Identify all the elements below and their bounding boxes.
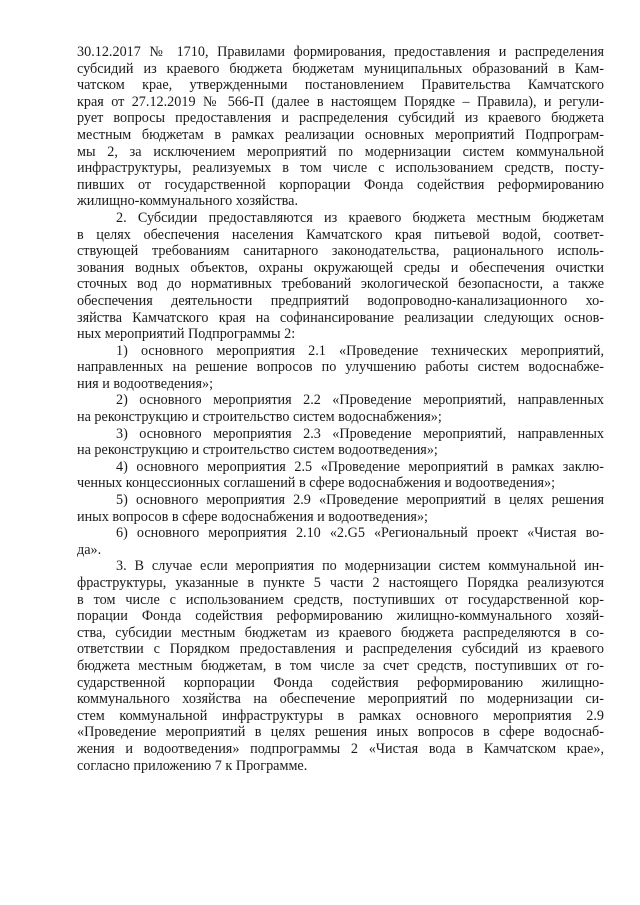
- text-line: ченных концессионных соглашений в сфере водоснабжения и водоотведения»;: [77, 475, 556, 492]
- text-line: в целях обеспечения населения Камчатского края питьевой водой, соответ-: [77, 226, 604, 243]
- text-line: в том числе с использованием средств, поступивших от государственной кор-: [77, 591, 604, 608]
- text-line: «Проведение мероприятий в целях решения иных вопросов в сфере водоснаб-: [77, 724, 604, 741]
- paragraph-section-3: [77, 558, 604, 774]
- list-item-5: [77, 492, 604, 525]
- text-line: зяйства Камчатского края на софинансирование реализации следующих основ-: [77, 309, 604, 326]
- text-line: жилищно-коммунального хозяйства.: [77, 193, 299, 210]
- text-line: рует вопросы предоставления и распределения субсидий из краевого бюджета: [77, 110, 604, 127]
- text-line: ствующей требованиям санитарного законодательства, рационального исполь-: [77, 243, 604, 260]
- paragraph-continuation: [77, 44, 604, 210]
- text-line: 1) основного мероприятия 2.1 «Проведение технических мероприятий,: [116, 342, 604, 359]
- text-line: 30.12.2017 № 1710, Правилами формирования, предоставления и распределения: [77, 44, 604, 60]
- text-line: 2. Субсидии предоставляются из краевого бюджета местным бюджетам: [116, 209, 604, 226]
- list-item-2: [77, 392, 604, 425]
- text-line: бюджета местным бюджетам, в том числе за счет средств, поступивших от го-: [77, 657, 604, 674]
- text-line: на реконструкцию и строительство систем водоотведения»;: [77, 442, 438, 459]
- text-line: ответствии с Порядком предоставления и распределения субсидий из краевого: [77, 641, 604, 658]
- text-line: сточных вод до нормативных требований экологической безопасности, а также: [77, 276, 604, 293]
- text-line: 6) основного мероприятия 2.10 «2.G5 «Региональный проект «Чистая во-: [116, 525, 604, 542]
- text-line: чатском крае, утвержденными постановлением Правительства Камчатского: [77, 77, 604, 94]
- text-line: края от 27.12.2019 № 566-П (далее в настоящем Порядке – Правила), и регули-: [77, 93, 604, 110]
- text-line: стем коммунальной инфраструктуры в рамках основного мероприятия 2.9: [77, 707, 604, 724]
- text-line: иных вопросов в сфере водоснабжения и водоотведения»;: [77, 508, 428, 525]
- text-line: зования водных объектов, охраны окружающей среды и обеспечения очистки: [77, 259, 604, 276]
- list-item-4: [77, 459, 604, 492]
- text-line: 2) основного мероприятия 2.2 «Проведение мероприятий, направленных: [116, 392, 604, 409]
- text-line: ства, субсидии местным бюджетам из краевого бюджета распределяются в со-: [77, 624, 604, 641]
- text-line: пивших от государственной корпорации Фонда содействия реформированию: [77, 176, 604, 193]
- list-item-3: [77, 426, 604, 459]
- text-line: коммунального хозяйства на обеспечение мероприятий по модернизации си-: [77, 691, 604, 708]
- text-line: обеспечения деятельности предприятий водопроводно-канализационного хо-: [77, 292, 604, 309]
- text-line: порации Фонда содействия реформированию жилищно-коммунального хозяй-: [77, 608, 604, 625]
- text-line: направленных на решение вопросов по улучшению работы систем водоснабже-: [77, 359, 604, 376]
- list-item-6: [77, 525, 604, 558]
- text-line: ния и водоотведения»;: [77, 375, 214, 392]
- text-line: 3. В случае если мероприятия по модернизации систем коммунальной ин-: [116, 558, 604, 575]
- text-line: жения и водоотведения» подпрограммы 2 «Чистая вода в Камчатском крае»,: [77, 740, 604, 757]
- text-line: на реконструкцию и строительство систем водоснабжения»;: [77, 409, 442, 426]
- document-page: [77, 44, 604, 774]
- text-line: местным бюджетам в рамках реализации основных мероприятий Подпрограм-: [77, 126, 604, 143]
- text-line: ных мероприятий Подпрограммы 2:: [77, 326, 296, 343]
- text-line: сударственной корпорации Фонда содействия реформированию жилищно-: [77, 674, 604, 691]
- text-line: 3) основного мероприятия 2.3 «Проведение мероприятий, направленных: [116, 425, 604, 442]
- text-line: да».: [77, 541, 102, 558]
- text-line: 4) основного мероприятия 2.5 «Проведение мероприятий в рамках заклю-: [116, 458, 604, 475]
- text-line: инфраструктуры, реализуемых в том числе с использованием средств, посту-: [77, 160, 604, 177]
- text-line: 5) основного мероприятия 2.9 «Проведение мероприятий в целях решения: [116, 492, 604, 509]
- list-item-1: [77, 343, 604, 393]
- text-line: мы 2, за исключением мероприятий по модернизации систем коммунальной: [77, 143, 604, 160]
- paragraph-section-2: [77, 210, 604, 343]
- text-line: субсидий из краевого бюджета бюджетам муниципальных образований в Кам-: [77, 60, 604, 77]
- text-line: согласно приложению 7 к Программе.: [77, 757, 308, 774]
- text-line: фраструктуры, указанные в пункте 5 части 2 настоящего Порядка реализуются: [77, 575, 604, 591]
